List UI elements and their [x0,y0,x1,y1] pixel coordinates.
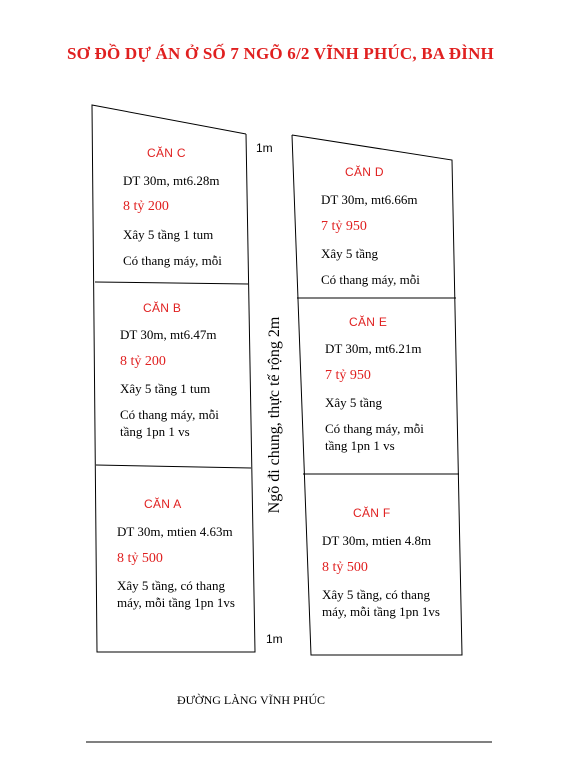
unit-a-price: 8 tỷ 500 [117,551,163,566]
alley-label: Ngõ đi chung, thực tế rộng 2m [266,316,283,514]
unit-f-desc1: Xây 5 tầng, có thang [322,587,430,602]
divider-c-b [95,282,248,284]
unit-b-desc3: tầng 1pn 1 vs [120,424,190,439]
unit-a-area: DT 30m, mtien 4.63m [117,524,233,539]
unit-d-price: 7 tỷ 950 [321,219,367,234]
unit-e-area: DT 30m, mt6.21m [325,341,422,356]
unit-c-area: DT 30m, mt6.28m [123,173,220,188]
unit-d-desc1: Xây 5 tầng [321,246,379,261]
unit-c-desc2: Có thang máy, mỗi [123,253,222,268]
unit-f-area: DT 30m, mtien 4.8m [322,533,432,548]
unit-b-label: CĂN B [143,301,182,315]
unit-e-desc1: Xây 5 tầng [325,395,383,410]
unit-a-desc1: Xây 5 tầng, có thang [117,578,225,593]
unit-c-label: CĂN C [147,146,186,160]
unit-f-desc2: máy, mỗi tầng 1pn 1vs [322,604,440,619]
unit-f-price: 8 tỷ 500 [322,560,368,575]
unit-e-label: CĂN E [349,315,388,329]
unit-f-label: CĂN F [353,506,391,520]
unit-e-desc2: Có thang máy, mỗi [325,421,424,436]
unit-d-area: DT 30m, mt6.66m [321,192,418,207]
unit-d-label: CĂN D [345,165,384,179]
unit-c-desc1: Xây 5 tầng 1 tum [123,227,214,242]
unit-e-price: 7 tỷ 950 [325,368,371,383]
alley-top-width: 1m [256,141,273,155]
unit-c-price: 8 tỷ 200 [123,199,169,214]
unit-b-desc1: Xây 5 tầng 1 tum [120,381,211,396]
page-title: SƠ ĐỒ DỰ ÁN Ở SỐ 7 NGÕ 6/2 VĨNH PHÚC, BA ĐÌNH [67,44,494,63]
unit-e-desc3: tầng 1pn 1 vs [325,438,395,453]
unit-a-label: CĂN A [144,497,182,511]
unit-b-area: DT 30m, mt6.47m [120,327,217,342]
unit-b-price: 8 tỷ 200 [120,354,166,369]
unit-b-desc2: Có thang máy, mỗi [120,407,219,422]
divider-b-a [96,465,251,468]
road-label: ĐƯỜNG LÀNG VĨNH PHÚC [176,693,326,707]
alley-bottom-width: 1m [266,632,283,646]
unit-d-desc2: Có thang máy, mỗi [321,272,420,287]
unit-a-desc2: máy, mỗi tầng 1pn 1vs [117,595,235,610]
